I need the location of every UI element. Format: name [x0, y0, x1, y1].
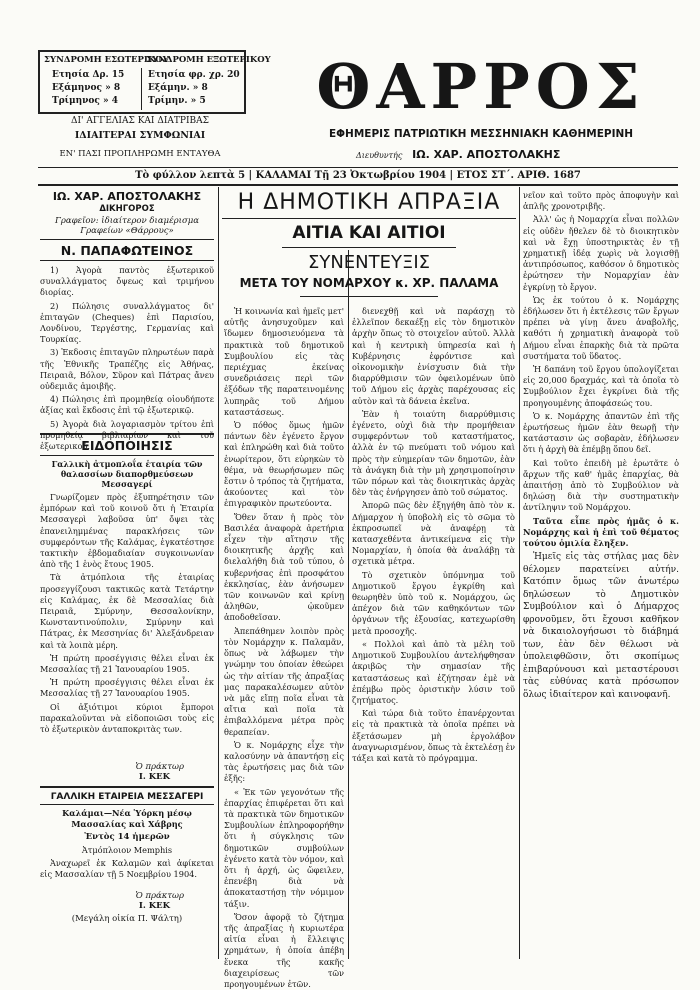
- notice-paragraph: Ἀναχωρεῖ ἐκ Καλαμῶν καὶ ἀφίκεται εἰς Μασσαλίαν τῇ 5 Νοεμβρίου 1904.: [40, 858, 214, 880]
- notice-paragraph: Ἀτμόπλοιον Memphis: [81, 845, 173, 855]
- article-paragraph: Ὡς ἐκ τούτου ὁ κ. Νομάρχης ἐδήλωσεν ὅτι ἡ ἐκτέλεσις τῶν ἔργων πρέπει νὰ γίνῃ ἄνευ ἀναβολῆς, καθότι ἡ χρηματικὴ ἀναφορὰ τοῦ Δήμου εἶναι ἐπαρκὴς διὰ τὰ πρῶτα συστήματα τοῦ ὕδατος.: [523, 294, 679, 361]
- company1-text: [40, 492, 214, 760]
- article-paragraph: Ἡμεῖς εἰς τὰς στήλας μας δὲν θέλομεν παρατείνει αὐτήν. Κατόπιν ὅμως τῶν ἀνωτέρω δηλώσεων τὸ Δημοτικὸν Συμβούλιον καὶ ὁ Δήμαρχος φρονοῦμεν, ὅτι ἔχουσι καθῆκον νὰ δικαιολογήσωσι τὸ διάβημά των, ἐὰν δὲν θέλωσι νὰ ὑπολειφθῶσιν, ὅτι σκοπίμως ἐπιβαρύνουσι καὶ μεταστέρουσι τὰς εὐθύνας κατὰ πρόσωπον ὅλως ἰδιαίτερον καὶ καινοφανῆ.: [523, 552, 679, 700]
- lawyer-office: Γραφεῖον: ἰδιαίτερον διαμέρισμα: [54, 216, 200, 226]
- shop-item: 4) Πώλησις ἐπὶ προμηθείᾳ οἰουδήποτε ἀξίας καὶ ἔκδοσις ἐπὶ τῷ ἐξωτερικῷ.: [40, 394, 214, 416]
- notice-paragraph: Οἱ ἀξιότιμοι κύριοι ἔμποροι παρακαλοῦνται νὰ εἰδοποιῶσι τοὺς εἰς τὸ ἐξωτερικὸν ἀνταποκριτὰς των.: [40, 701, 214, 735]
- subscription-foreign-title: ΣΥΝΔΡΟΜΗ ΕΞΩΤΕΡΙΚΟΥ: [146, 55, 271, 65]
- subscription-foreign-row: Εξάμην. » 8: [148, 83, 208, 93]
- article-paragraph: « Πολλοὶ καὶ ἀπὸ τὰ μέλη τοῦ Δημοτικοῦ Συμβουλίου ἀντελήφθησαν ἀκριβῶς τὴν σημασίαν τῆς καταστάσεως καὶ ἐζήτησαν ἐμὲ νὰ ἐπέμβω πρὸς ὁριστικὴν λύσιν τοῦ ζητήματος.: [352, 638, 515, 705]
- article-paragraph: Ἡ κοινωνία καὶ ἡμεῖς μετ' αὐτῆς ἀνησυχοῦμεν καὶ ἴδωμεν δημοσιευόμενα τὰ πρακτικὰ τοῦ δημοτικοῦ Συμβουλίου εἰς τὰς περιέχμας ἐκείνας συνεδριάσεις περὶ τῶν ἐξόδων τῆς παρατεινομένης λυπηρᾶς τοῦ Δήμου καταστάσεως.: [224, 306, 344, 417]
- column-rule: [348, 250, 349, 959]
- subscription-domestic-title: ΣΥΝΔΡΟΜΗ ΕΣΩΤΕΡΙΚΟΥ: [44, 55, 169, 65]
- article-column-2: [352, 306, 515, 956]
- article-subtitle: ΑΙΤΙΑ ΚΑΙ ΑΙΤΙΟΙ: [292, 223, 446, 243]
- article-paragraph: Ἐὰν ἡ τοιαύτη διαρρύθμισις ἐγένετο, οὐχὶ διὰ τὴν προμήθειαν συμφερόντων τοῦ καταστήματος, ἀλλὰ ἐν τῷ πνεύματι τοῦ νόμου καὶ πρὸς τὴν εὐημερίαν τῶν δημοτῶν, ἐὰν τὰ ἀνάγκη διὰ τὴν μὴ χρησιμοποίησιν τῶν πόρων καὶ τὰς διοικητικὰς ἀρχὰς δὲν τὰς ἐνήργησεν ἀπὸ τοῦ σώματος.: [352, 408, 515, 498]
- column-rule: [218, 187, 219, 959]
- article-paragraph: Ἡ δαπάνη τοῦ ἔργου ὑπολογίζεται εἰς 20,000 δραχμάς, καὶ τὰ ὁποῖα τὸ Συμβούλιον ἔχει ἐγκρίνει διὰ τῆς προηγουμένης ἀποφάσεώς του.: [523, 364, 679, 408]
- editor-line: [356, 148, 560, 161]
- company1-title: Γαλλικὴ ἀτμοπλοΐα ἑταιρία τῶν θαλασσίων διαπορθμεύσεων Μεσσαγερί: [51, 459, 203, 489]
- subscription-domestic-row: Εξάμηνος » 8: [52, 83, 121, 93]
- lawyer-title: ΔΙΚΗΓΟΡΟΣ: [99, 204, 155, 214]
- dateline: Τὸ φύλλον λεπτὰ 5 | ΚΑΛΑΜΑΙ Τῇ 23 Ὀκτωβρίου 1904 | ΕΤΟΣ ΣΤ΄. ΑΡΙΘ. 1687: [135, 170, 581, 181]
- article-with: ΜΕΤΑ ΤΟΥ ΝΟΜΑΡΧΟΥ κ. ΧΡ. ΠΑΛΑΜΑ: [239, 276, 499, 290]
- editor-label: Διευθυντής: [356, 151, 403, 160]
- subscription-foreign-row: Τρίμην. » 5: [148, 96, 206, 106]
- agent-signature: Ὁ πράκτωρ: [135, 762, 184, 772]
- shop-item: 3) Ἐκδοσις ἐπιταγῶν πληρωτέων παρὰ τῆς Ἐθνικῆς Τραπέζης εἰς Ἀθήνας, Πειραιᾶ, Βόλον, Σῦρον καὶ Πάτρας ἄνευ οὐδεμιᾶς ἀμοιβῆς.: [40, 347, 214, 392]
- shop-title: Ν. ΠΑΠΑΦΩΤΕΙΝΟΣ: [60, 243, 194, 258]
- editor-name: ΙΩ. ΧΑΡ. ΑΠΟΣΤΟΛΑΚΗΣ: [412, 148, 561, 161]
- article-paragraph: « Ἐκ τῶν γεγονότων τῆς ἐπαρχίας ἐπιφέρεται ὅτι καὶ τὰ πρακτικὰ τῶν δημοτικῶν Συμβουλίων ἐπληροφορήθην ὅτι ἡ σύγκλησις τῶν δημοτικῶν συμβούλων ἐγένετο κατὰ τὸν νόμον, καὶ ὅτι ἡ ἀρχή, ὡς ὤφειλεν, ἐπενέβη διὰ νὰ ἀποκαταστήσῃ τὴν νόμιμον τάξιν.: [224, 786, 344, 909]
- article-paragraph: Καὶ τώρα διὰ τοῦτο ἐπανέρχονται εἰς τὰ πρακτικὰ τὰ ὁποῖα πρέπει νὰ ἐξετάσωμεν μὴ ἐργολάβον ἀναγνωρισμένον, ὅπως τὰ ἐκτελέσῃ ἐν τάξει καὶ κατὰ τὸ πρόγραμμα.: [352, 708, 515, 763]
- article-column-1: [224, 306, 344, 989]
- article-paragraph: Τὸ σχετικὸν ὑπόμνημα τοῦ Δημοτικοῦ ἔργου ἐγκρίθη καὶ θεωρηθὲν ὑπὸ τοῦ κ. Νομάρχου, ὡς ἀπέχον διὰ τῶν καθηκόντων τῶν ὀργάνων τῆς ἐξουσίας, κατεχωρίσθη μετὰ προσοχῆς.: [352, 569, 515, 636]
- article-paragraph: Καὶ τοῦτο ἐπειδὴ μὲ ἐρωτᾶτε ὁ ἄρχων τῆς καθ' ἡμᾶς ἐπαρχίας, θὰ ἀπαιτήσῃ ἀπὸ τὸ Συμβούλιον νὰ δηλώσῃ διὰ τὴν συστηματικὴν ἀντίληψιν τοῦ Νομάρχου.: [523, 457, 679, 513]
- notice-paragraph: Ἡ πρώτη προσέγγισις θέλει εἶναι ἐκ Μεσσαλίας τῇ 21 Ἰανουαρίου 1905.: [40, 652, 214, 675]
- lawyer-name: ΙΩ. ΧΑΡ. ΑΠΟΣΤΟΛΑΚΗΣ: [52, 190, 202, 203]
- article-paragraph: Ταῦτα εἶπε πρὸς ἡμᾶς ὁ κ. Νομάρχης καὶ ἡ ἐπὶ τοῦ θέματος τούτου ὁμιλία ἔληξεν.: [523, 515, 679, 549]
- subscription-foreign-row: Ετησία φρ. χρ. 20: [148, 70, 240, 80]
- notice-paragraph: Γνωρίζομεν πρὸς ἐξυπηρέτησιν τῶν ἐμπόρων καὶ τοῦ κοινοῦ ὅτι ἡ Ἑταιρία Μεσσαγερὶ λαβοῦσα ὑπ' ὄψει τὰς ἐπανειλημμένας παρακλήσεις τῶν συμφερόντων τῆς Καλάμας, ἐγκατέστησε τακτικὴν ἐβδομαδιαίαν συγκοινωνίαν ἀπὸ τῆς 1 ἑνὸς ἔτους 1905.: [40, 492, 214, 570]
- company2-duration: Ἐντὸς 14 ἡμερῶν: [84, 832, 170, 842]
- notice-paragraph: Ἡ πρώτη προσέγγισις θέλει εἶναι ἐκ Μεσσαλίας τῇ 27 Ἰανουαρίου 1905.: [40, 677, 214, 699]
- article-paragraph: Ὅθεν ὅταν ἡ πρὸς τὸν Βασιλέα ἀναφορὰ ἀρετήρια εἶχεν τὴν αἴτησιν τῆς διοικητικῆς ἀρχῆς καὶ διελαλήθη διὰ τοῦ τύπου, ὁ κυβερνήσας ἐπὶ προσφάτου ἐκκλησίας, ἐὰν ἀνήσωμεν τῶν κοινωνῶν καὶ κρίνῃ ἀληθῶν, ᾠκοῦμεν ἀποδοθεῖσαν.: [224, 511, 344, 623]
- subscription-domestic-row: Ετησία Δρ. 15: [52, 70, 125, 80]
- shop-item: 5) Ἀγορὰ διὰ λογαριασμὸν τρίτου ἐπὶ προμηθείᾳ βιβλιαρίων καὶ τοῦ ἐξωτερικοῦ.: [40, 418, 214, 452]
- newspaper-logo: ΘΑΡΡΟΣ: [316, 50, 646, 123]
- company2-sub: Καλάμαι—Νέα Ὑόρκη μέσῳ Μασσαλίας καὶ Χάβρης: [62, 808, 192, 829]
- tagline: ΕΦΗΜΕΡΙΣ ΠΑΤΡΙΩΤΙΚΗ ΜΕΣΣΗΝΙΑΚΗ ΚΑΘΗΜΕΡΙΝΗ: [328, 128, 634, 140]
- left-column: [40, 190, 214, 924]
- shop-item: 2) Πώλησις συναλλάγματος δι' ἐπιταγῶν (Cheques) ἐπὶ Παρισίου, Λονδίνου, Τεργέστης, Γερμανίας καὶ Τουρκίας.: [40, 300, 214, 345]
- company2-title: ΓΑΛΛΙΚΗ ΕΤΑΙΡΕΙΑ ΜΕΣΣΑΓΕΡΙ: [50, 792, 204, 802]
- agent-name: Ι. ΚΕΚ: [138, 901, 170, 911]
- article-paragraph: Ὁ κ. Νομάρχης εἶχε τὴν καλοσύνην νὰ ἀπαντήσῃ εἰς τὰς ἐρωτήσεις μας διὰ τῶν ἑξῆς:: [224, 739, 344, 784]
- ads-line: ΙΔΙΑΙΤΕΡΑΙ ΣΥΜΦΩΝΙΑΙ: [74, 130, 206, 141]
- subscription-box: [38, 50, 271, 114]
- article-paragraph: Ἀπεπάθημεν λοιπὸν πρὸς τὸν Νομάρχην κ. Παλαμᾶν, ὅπως νὰ λάβωμεν τὴν γνώμην του ὁποίαν ἐθεώρει ὡς τὴν αἰτίαν τῆς ἀπραξίας μας παρακαλέσωμεν αὐτὸν νὰ μᾶς εἴπῃ ποῖα εἶναι τὰ αἴτια καὶ ποῖα τὰ ἐπιβαλλόμενα μέτρα πρὸς θεραπείαν.: [224, 625, 344, 737]
- subscription-domestic-row: Τρίμηνος » 4: [52, 96, 119, 106]
- article-column-3: [523, 190, 679, 956]
- article-paragraph: Ἀλλ' ὡς ἡ Νομαρχία εἶναι πολλῶν εἰς οὐδὲν ἤθελεν δὲ τὸ διοικητικὸν καὶ νὰ ἔχῃ ὑποστηρικτὰς ἐν τῇ χρηματικῇ ἰδέᾳ χωρὶς νὰ λογισθῇ ἀντιπρόσωπος, καθόσον ὁ δημοτικὸς ἐρώτησεν τὴν Νομαρχίαν ἐὰν ἐγκρίνῃ τὸ ἔργον.: [523, 214, 679, 292]
- prepaid-line: ΕΝ' ΠΑΣΙ ΠΡΟΠΛΗΡΩΜΗ ΕΝΤΑΥΘΑ: [59, 149, 221, 159]
- company2-text: [40, 845, 214, 891]
- shop-item: 1) Ἀγορὰ παντὸς ἐξωτερικοῦ συναλλάγματος ὄψεως καὶ τριμήνου διορίας.: [40, 265, 214, 298]
- article-paragraph: νεῖον καὶ τοῦτο πρὸς ἀποφυγὴν καὶ ἀπλῆς χρονοτριβῆς.: [523, 190, 679, 212]
- company2-address: (Μεγάλη οἰκία Π. Ψάλτη): [71, 914, 183, 924]
- agent-name: Ι. ΚΕΚ: [138, 772, 170, 782]
- article-interview: ΣΥΝΕΝΤΕΥΞΙΣ: [307, 252, 431, 273]
- notices-title: ΕΙΔΟΠΟΙΗΣΙΣ: [81, 438, 173, 453]
- article-paragraph: Ὁ πόθος ὅμως ἡμῶν πάντων δὲν ἐγένετο ἔργον καὶ ἐπληρώθη καὶ διὰ τοῦτο ἐνωρίτερον, ὅτι εὑρηκὼν τὸ θέμα, νὰ θεωρήσωμεν πῶς ἔστιν ὁ τρόπος τὰ ζητήματα, ἀκούοντες καὶ τὸν ἐπιγραφικὸν πρωτεύοντα.: [224, 420, 344, 509]
- column-rule: [519, 187, 520, 212]
- article-paragraph: Ὁ κ. Νομάρχης ἀπαντῶν ἐπὶ τῆς ἐρωτήσεως ἡμῶν ἐὰν θεωρῇ τὴν κατάστασιν ὡς σοβαρὰν, ἐδήλωσεν ὅτι ἡ ἀρχὴ θὰ ἐπέμβῃ ὅπου δεῖ.: [523, 410, 679, 455]
- lawyer-office: Γραφείων «Θάρρους»: [80, 226, 174, 236]
- notice-paragraph: Τὰ ἀτμόπλοια τῆς ἑταιρίας προσεγγίζουσι τακτικῶς κατὰ Τετάρτην εἰς Καλάμας, ἐκ δὲ Μεσσαλίας διὰ Πειραιᾶ, Σμύρνην, Θεσσαλονίκην, Κωνσταντινούπολιν, Σμύρνην καὶ Πάτρας, ἐκ Μεσσηνίας δι' Ἀλεξάνδρειαν καὶ τὰ λοιπὰ μέρη.: [40, 572, 214, 650]
- article-paragraph: Ὅσον ἀφορᾷ τὸ ζήτημα τῆς ἀπραξίας ἡ κυριωτέρα αἰτία εἶναι ἡ ἔλλειψις χρημάτων, ἡ ὁποία ἀπέβη ἕνεκα τῆς κακῆς διαχειρίσεως τῶν προηγουμένων ἐτῶν.: [224, 911, 344, 989]
- agent-signature: Ὁ πράκτωρ: [135, 891, 184, 901]
- article-paragraph: Ἀπορῶ πῶς δὲν ἐξηγήθη ἀπὸ τὸν κ. Δήμαρχον ἡ ὑποβολὴ εἰς τὸ σῶμα τὸ ἐκπροσωπεῖ νὰ ἀναφέρῃ τὰ κατασχεθέντα ἀντικείμενα εἰς τὴν Νομαρχίαν, ἡ ὁποία θὰ ἀναλάβῃ τὰ σχετικὰ μέτρα.: [352, 500, 515, 567]
- ads-line: ΔΙ' ΑΓΓΕΛΙΑΣ ΚΑΙ ΔΙΑΤΡΙΒΑΣ: [70, 116, 209, 126]
- article-title: Η ΔΗΜΟΤΙΚΗ ΑΠΡΑΞΙΑ: [237, 190, 501, 215]
- column-rule: [519, 212, 520, 959]
- article-paragraph: διενεχθῇ καὶ νὰ παράσχῃ τὸ ἐλλεῖπον δεκαέξῃ εἰς τὸν δημοτικὸν ἀρχὴν ὅπως τὸ στοιχεῖον αὐτοῦ. Ἀλλὰ καὶ ἡ κεντρικὴ ὑπηρεσία καὶ ἡ Κυβέρνησις ἐφρόντισε καὶ οἰκονομικὴν ἐνίσχυσιν διὰ τὴν διαρρύθμισιν τῶν ὀφειλομένων ὑπὸ τοῦ Δήμου εἰς ἀρχὰς παρέχουσας εἰς αὐτὸν καὶ τὰ δάνεια ἐκεῖνα.: [352, 306, 515, 406]
